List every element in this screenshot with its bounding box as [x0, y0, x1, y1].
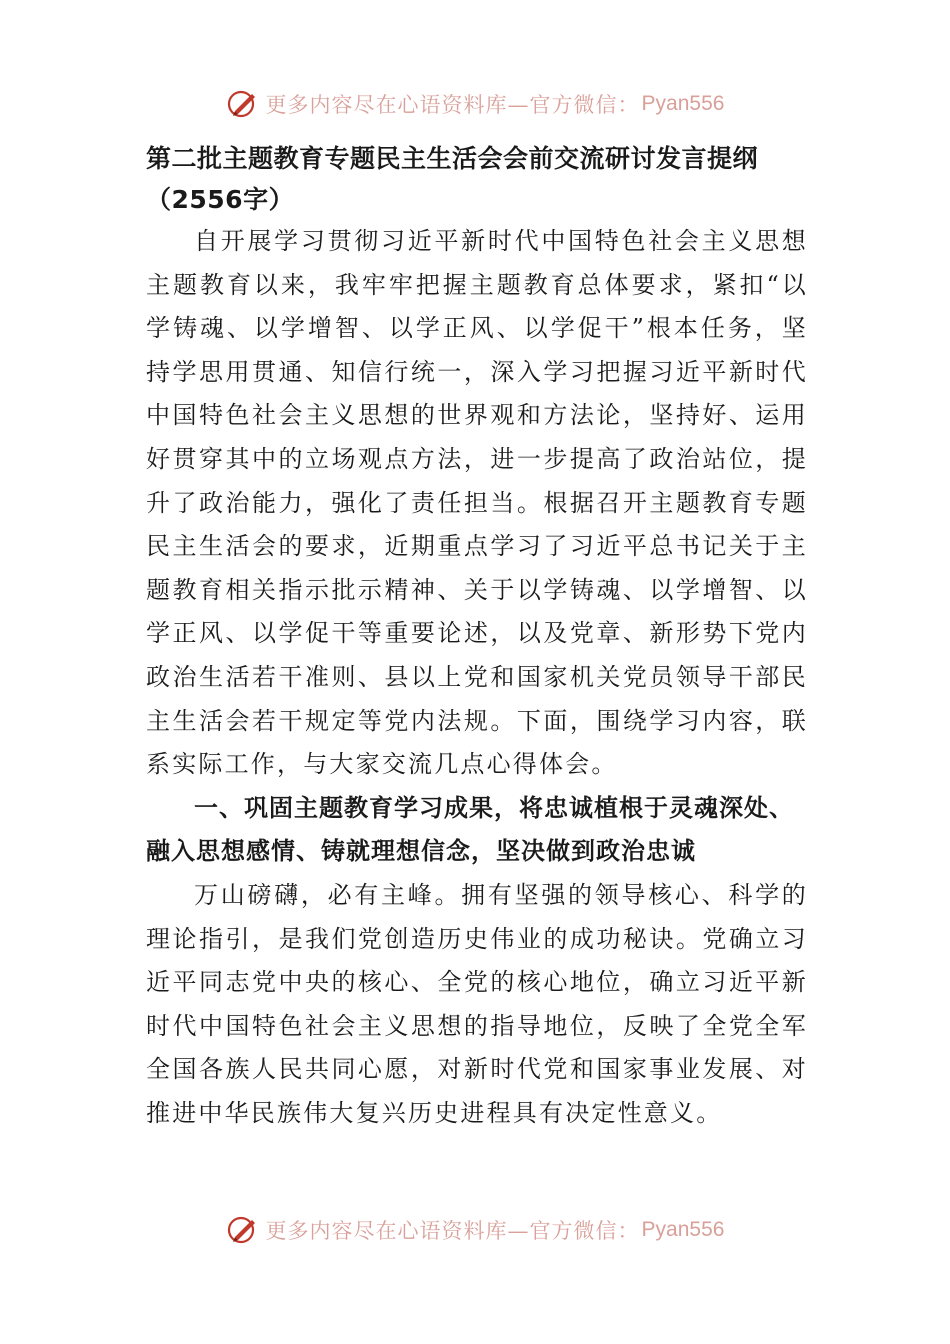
watermark-banner-top [0, 82, 950, 126]
intro-paragraph: 自开展学习贯彻习近平新时代中国特色社会主义思想主题教育以来，我牢牢把握主题教育总体要求，紧扣“以学铸魂、以学增智、以学正风、以学促干”根本任务，坚持学思用贯通、知信行统一，深入学习把握习近平新时代中国特色社会主义思想的世界观和方法论，坚持好、运用好贯穿其中的立场观点方法，进一步提高了政治站位，提升了政治能力，强化了责任担当。根据召开主题教育专题民主生活会的要求，近期重点学习了习近平总书记关于主题教育相关指示批示精神、关于以学铸魂、以学增智、以学正风、以学促干等重要论述，以及党章、新形势下党内政治生活若干准则、县以上党和国家机关党员领导干部民主生活会若干规定等党内法规。下面，围绕学习内容，联系实际工作，与大家交流几点心得体会。 [146, 227, 808, 779]
pen-logo-icon [226, 87, 260, 121]
watermark-wechat-id: Pyan556 [641, 1218, 725, 1241]
watermark-text: 更多内容尽在心语资料库—官方微信： [265, 93, 640, 117]
watermark-text: 更多内容尽在心语资料库—官方微信： [265, 1219, 640, 1243]
pen-logo-icon [226, 1213, 260, 1247]
watermark-banner-bottom [0, 1208, 950, 1252]
section-1-paragraph: 万山磅礴，必有主峰。拥有坚强的领导核心、科学的理论指引，是我们党创造历史伟业的成功秘诀。党确立习近平同志党中央的核心、全党的核心地位，确立习近平新时代中国特色社会主义思想的指导地位，反映了全党全军全国各族人民共同心愿，对新时代党和国家事业发展、对推进中华民族伟大复兴历史进程具有决定性意义。 [146, 880, 808, 1127]
document-title: 第二批主题教育专题民主生活会会前交流研讨发言提纲（2556字） [146, 144, 759, 214]
watermark-wechat-id: Pyan556 [641, 92, 725, 115]
section-1-heading: 一、巩固主题教育学习成果，将忠诚植根于灵魂深处、融入思想感情、铸就理想信念，坚决做到政治忠诚 [146, 793, 794, 866]
document-body [146, 138, 808, 1135]
